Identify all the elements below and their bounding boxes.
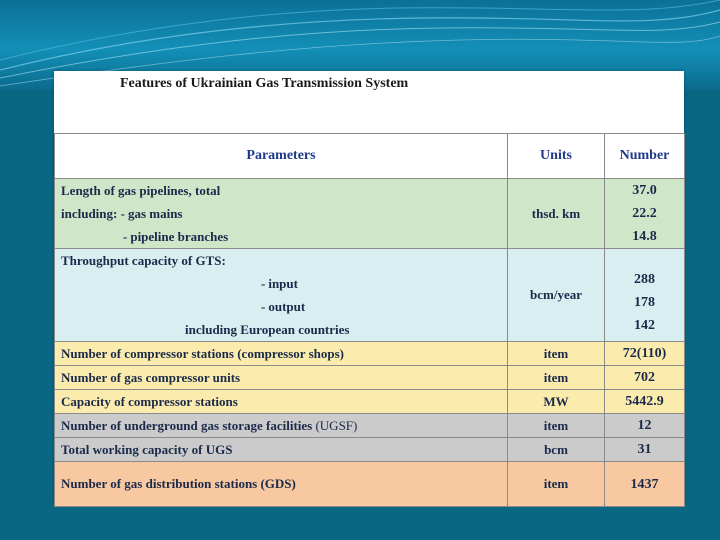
compressor-stations-value — [605, 342, 685, 366]
throughput-numbers — [605, 249, 685, 342]
throughput-unit: bcm/year — [508, 249, 605, 342]
european-value: 142 — [634, 318, 655, 333]
input-value: 288 — [634, 272, 655, 287]
column-header-number: Number — [605, 134, 685, 179]
input-line: - input — [261, 276, 298, 291]
gas-mains-label: gas mains — [127, 206, 183, 221]
compressor-units-unit: item — [508, 366, 605, 390]
distribution-stations-number: 1437 — [630, 476, 659, 492]
length-numbers — [605, 179, 685, 249]
compressor-stations-number: 72(110) — [622, 346, 667, 361]
compressor-stations-unit: item — [508, 342, 605, 366]
storage-facilities-text: Number of underground gas storage facilities — [61, 417, 313, 433]
distribution-stations-value — [605, 462, 685, 507]
table-header — [55, 134, 685, 179]
storage-facilities-suffix: (UGSF) — [315, 417, 358, 433]
column-header-parameters: Parameters — [55, 134, 508, 179]
pipeline-branches-label: pipeline branches — [130, 229, 229, 244]
length-total-value: 37.0 — [632, 183, 657, 198]
gas-mains-value: 22.2 — [632, 206, 657, 221]
length-params — [55, 179, 508, 249]
storage-facilities-value — [605, 414, 685, 438]
compressor-units-number: 702 — [634, 370, 655, 385]
table-row — [55, 414, 685, 438]
table-row-length — [55, 179, 685, 249]
gas-system-table — [54, 133, 685, 507]
storage-capacity-label: Total working capacity of UGS — [55, 438, 508, 462]
length-total-label: Length of gas pipelines, total — [61, 183, 221, 198]
length-including-line: including: - gas mains — [61, 206, 183, 221]
storage-capacity-number: 31 — [637, 442, 652, 457]
storage-capacity-unit: bcm — [508, 438, 605, 462]
european-countries-label: including European countries — [185, 322, 350, 337]
output-label: output — [268, 299, 306, 314]
distribution-stations-label: Number of gas distribution stations (GDS) — [55, 462, 508, 507]
compressor-capacity-label: Capacity of compressor stations — [55, 390, 508, 414]
throughput-spacer — [611, 253, 678, 268]
compressor-capacity-number: 5442.9 — [625, 394, 664, 409]
page-title: Features of Ukrainian Gas Transmission System — [120, 76, 409, 91]
including-label: including: — [61, 206, 118, 221]
table-row — [55, 390, 685, 414]
compressor-units-label: Number of gas compressor units — [55, 366, 508, 390]
throughput-params — [55, 249, 508, 342]
compressor-stations-label: Number of compressor stations (compressor shops) — [55, 342, 508, 366]
compressor-capacity-value — [605, 390, 685, 414]
compressor-capacity-unit: MW — [508, 390, 605, 414]
input-label: input — [268, 276, 298, 291]
pipeline-branches-line: - pipeline branches — [123, 229, 229, 244]
throughput-label: Throughput capacity of GTS: — [61, 253, 226, 268]
length-unit: thsd. km — [508, 179, 605, 249]
storage-capacity-value — [605, 438, 685, 462]
table-row — [55, 366, 685, 390]
output-line: - output — [261, 299, 306, 314]
compressor-units-value — [605, 366, 685, 390]
document-panel — [54, 71, 684, 502]
table-row — [55, 462, 685, 507]
table-row-throughput — [55, 249, 685, 342]
storage-facilities-unit: item — [508, 414, 605, 438]
table-row — [55, 342, 685, 366]
pipeline-branches-value: 14.8 — [632, 229, 657, 244]
output-value: 178 — [634, 295, 655, 310]
column-header-units: Units — [508, 134, 605, 179]
table-row — [55, 438, 685, 462]
distribution-stations-unit: item — [508, 462, 605, 507]
storage-facilities-number: 12 — [637, 418, 652, 433]
storage-facilities-label — [55, 414, 508, 438]
